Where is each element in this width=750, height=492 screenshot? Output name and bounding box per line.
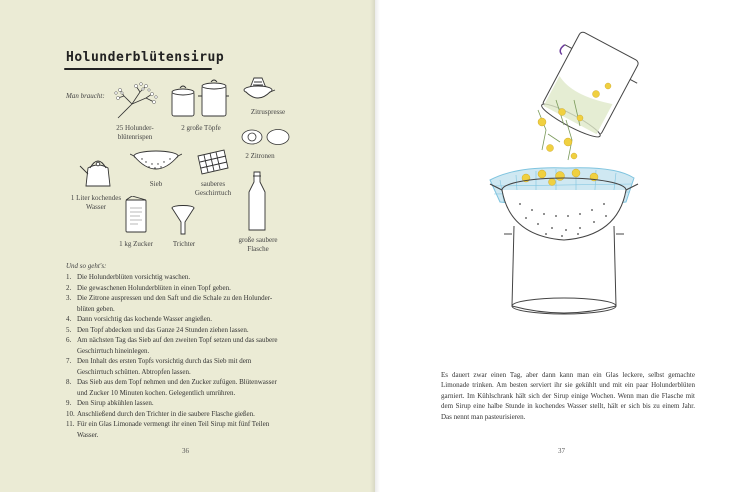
step-line: 7. Den Inhalt des ersten Topfs vorsichtig durch das Sieb mit dem xyxy=(66,357,252,365)
ingredients-intro: Man braucht: xyxy=(66,92,105,100)
steps-intro: Und so geht's: xyxy=(66,262,107,270)
ingredient-label-lemons: 2 Zitronen xyxy=(245,152,275,160)
step-line: 5. Den Topf abdecken und das Ganze 24 Stunden ziehen lassen. xyxy=(66,325,249,334)
step-line: und Zucker 10 Minuten kochen. Gelegentlich umrühren. xyxy=(77,388,236,397)
ingredient-label-pots: 2 große Töpfe xyxy=(181,124,221,132)
step-line: 3. Die Zitrone auspressen und den Saft und die Schale zu den Holunder- xyxy=(66,294,273,302)
right-page-paragraph: Es dauert zwar einen Tag, aber dann kann man ein Glas leckere, selbst gemachte Limonade trinken. Am besten serviert ihr sie gekühlt und mit ein paar Holunderblüten garniert. Im Kühlschrank hält sich der Sirup einige Wochen. Wenn man die Flasche mit dem Sirup eine halbe Stunde in kochendes Wasser stellt, hält er sich bis zu einem Jahr. Das nennt man pasteurisieren. xyxy=(441,371,695,421)
ingredient-label-bottle: große saubere Flasche xyxy=(238,236,278,253)
step-line: 9. Den Sirup abkühlen lassen. xyxy=(66,399,154,407)
pots-illustration xyxy=(168,78,230,120)
lemons-illustration xyxy=(240,126,292,148)
page-number-left: 36 xyxy=(182,447,189,455)
ingredient-label-sugar: 1 kg Zucker xyxy=(119,240,153,248)
step-line: 6. Am nächsten Tag das Sieb auf den zweiten Topf setzen und das saubere xyxy=(66,336,278,344)
bottle-illustration xyxy=(246,170,268,232)
page-number-right: 37 xyxy=(558,447,565,455)
ingredient-label-towel: sauberes Geschirrtuch xyxy=(194,180,232,197)
title-underline xyxy=(64,68,212,70)
step-line: 11. Für ein Glas Limonade vermengt ihr einen Teil Sirup mit fünf Teilen xyxy=(66,420,270,428)
dish-towel-illustration xyxy=(196,148,230,176)
sieve-illustration xyxy=(130,148,182,178)
ingredient-label-funnel: Trichter xyxy=(172,240,196,248)
sugar-bag-illustration xyxy=(122,196,150,234)
pouring-illustration xyxy=(476,30,656,320)
citrus-press-illustration xyxy=(240,74,276,106)
step-line: 10. Anschließend durch den Trichter in die saubere Flasche gießen. xyxy=(66,409,255,418)
step-line: Geschirrtuch schütten. Abtropfen lassen. xyxy=(77,367,191,376)
step-line: Wasser. xyxy=(77,430,99,439)
book-gutter xyxy=(370,0,380,492)
step-line: 1. Die Holunderblüten vorsichtig waschen. xyxy=(66,273,191,281)
ingredient-label-blossoms: 25 Holunder- blütenrispen xyxy=(116,124,154,141)
recipe-title: Holunderblütensirup xyxy=(66,50,225,65)
kettle-illustration xyxy=(78,150,118,190)
funnel-illustration xyxy=(170,204,196,236)
ingredient-label-citrus-press: Zitruspresse xyxy=(250,108,286,116)
ingredient-label-sieve: Sieb xyxy=(149,180,163,188)
ingredient-label-water: 1 Liter kochendes Wasser xyxy=(70,194,122,211)
step-line: 2. Die gewaschenen Holunderblüten in einen Topf geben. xyxy=(66,283,231,292)
step-line: Geschirrtuch hineinlegen. xyxy=(77,346,150,355)
step-line: 8. Das Sieb aus dem Topf nehmen und den Zucker zufügen. Blütenwasser xyxy=(66,378,277,386)
steps-list xyxy=(66,272,316,440)
step-line: 4. Dann vorsichtig das kochende Wasser angießen. xyxy=(66,315,212,323)
step-line: blüten geben. xyxy=(77,304,115,313)
elderflower-illustration xyxy=(112,80,160,122)
